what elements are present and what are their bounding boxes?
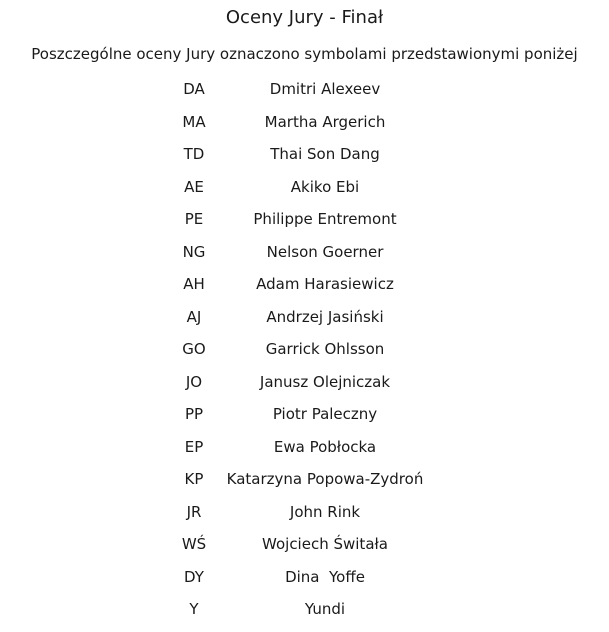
jury-row <box>0 339 609 372</box>
page-title: Oceny Jury - Finał <box>225 7 384 28</box>
jury-code: AJ <box>186 307 202 326</box>
jury-code: JR <box>186 502 202 521</box>
page-subtitle: Poszczególne oceny Jury oznaczono symbolami przedstawionymi poniżej <box>31 45 578 63</box>
jury-code: KP <box>184 470 204 488</box>
jury-row <box>0 404 609 437</box>
jury-code: AH <box>183 275 205 293</box>
jury-row <box>0 209 609 242</box>
jury-list <box>0 79 609 632</box>
jury-name: Janusz Olejniczak <box>259 372 391 391</box>
jury-name: Ewa Pobłocka <box>273 437 377 456</box>
jury-code: MA <box>182 112 206 131</box>
jury-row <box>0 177 609 210</box>
jury-code: DA <box>183 80 205 98</box>
jury-code: PE <box>184 210 204 228</box>
jury-name: Nelson Goerner <box>266 242 384 261</box>
jury-name: Piotr Paleczny <box>272 405 378 423</box>
jury-code: NG <box>182 242 206 261</box>
jury-name: Martha Argerich <box>264 112 386 131</box>
jury-code: EP <box>184 437 204 456</box>
jury-name: Wojciech Świtała <box>262 535 388 553</box>
jury-row <box>0 112 609 145</box>
jury-row <box>0 502 609 535</box>
jury-code: PP <box>184 405 204 423</box>
jury-code: AE <box>184 177 204 196</box>
jury-code: DY <box>184 567 204 586</box>
jury-code: GO <box>182 340 206 358</box>
jury-row <box>0 567 609 600</box>
jury-row <box>0 144 609 177</box>
jury-code: Y <box>189 600 199 618</box>
jury-row <box>0 307 609 340</box>
jury-name: Garrick Ohlsson <box>265 340 385 358</box>
jury-name: Philippe Entremont <box>253 210 397 228</box>
jury-name: Thai Son Dang <box>270 145 380 163</box>
jury-name: Katarzyna Popowa-Zydroń <box>226 470 424 488</box>
jury-row <box>0 242 609 275</box>
jury-row <box>0 534 609 567</box>
jury-row <box>0 437 609 470</box>
jury-code: JO <box>185 372 203 391</box>
jury-name: Andrzej Jasiński <box>266 307 384 326</box>
jury-code: TD <box>183 145 205 163</box>
jury-name: Dina Yoffe <box>285 567 365 586</box>
jury-name: Dmitri Alexeev <box>269 80 381 98</box>
jury-row <box>0 274 609 307</box>
jury-name: Yundi <box>304 600 346 618</box>
jury-row <box>0 79 609 112</box>
jury-name: John Rink <box>289 502 361 521</box>
jury-row <box>0 469 609 502</box>
jury-name: Adam Harasiewicz <box>256 275 394 293</box>
jury-code: WŚ <box>181 535 207 553</box>
jury-row <box>0 372 609 405</box>
jury-name: Akiko Ebi <box>290 177 360 196</box>
jury-row <box>0 599 609 632</box>
